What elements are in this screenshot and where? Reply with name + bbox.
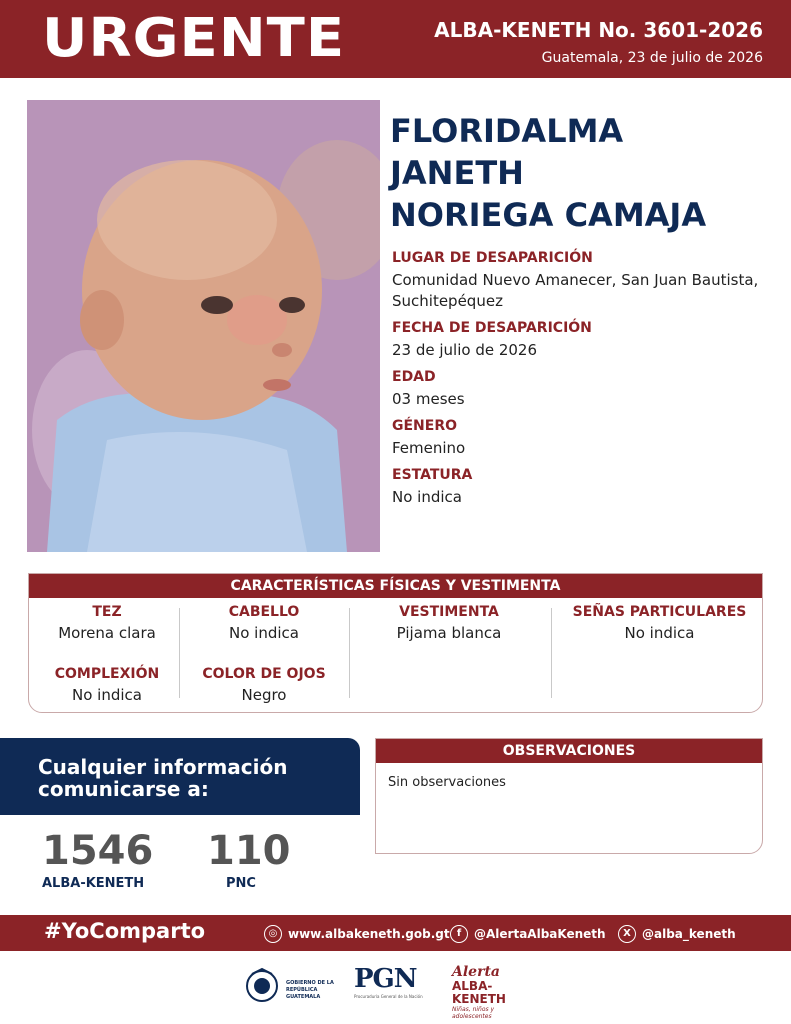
place-label: LUGAR DE DESAPARICIÓN <box>392 250 593 266</box>
website-link[interactable] <box>264 925 450 943</box>
gov-line-2: GUATEMALA <box>286 994 321 1000</box>
alert-number: ALBA-KENETH No. 3601-2026 <box>434 18 763 42</box>
x-text: @alba_keneth <box>642 927 736 941</box>
skin-block <box>29 604 185 642</box>
observations-text: Sin observaciones <box>388 775 506 790</box>
divider <box>349 608 350 698</box>
clothing-block <box>354 604 544 642</box>
place-value: Comunidad Nuevo Amanecer, San Juan Bautista, Suchitepéquez <box>392 271 759 310</box>
marks-value: No indica <box>624 624 695 642</box>
clothing-label: VESTIMENTA <box>399 604 499 620</box>
footer-bar <box>0 915 791 951</box>
globe-icon: ◎ <box>264 925 282 943</box>
urgent-title: URGENTE <box>42 7 346 70</box>
phone-alba-keneth-label: ALBA-KENETH <box>42 876 145 891</box>
phone-pnc-label: PNC <box>226 876 256 891</box>
eyes-label: COLOR DE OJOS <box>202 666 326 682</box>
contact-line-1: Cualquier información <box>38 755 288 779</box>
facebook-icon: f <box>450 925 468 943</box>
divider <box>551 608 552 698</box>
divider <box>179 608 180 698</box>
gender-label: GÉNERO <box>392 418 458 434</box>
gender-value: Femenino <box>392 439 466 457</box>
x-icon: X <box>618 925 636 943</box>
ak-line-1: Alerta <box>452 964 501 980</box>
characteristics-title: CARACTERÍSTICAS FÍSICAS Y VESTIMENTA <box>29 574 762 598</box>
date-value: 23 de julio de 2026 <box>392 341 538 359</box>
pgn-sub: Procuraduría General de la Nación <box>354 994 423 999</box>
height-label: ESTATURA <box>392 467 473 483</box>
header-bar <box>0 0 791 78</box>
alerta-alba-keneth-logo <box>452 964 532 1020</box>
guatemala-seal-icon <box>244 966 280 1006</box>
logos-row <box>0 962 791 1020</box>
observations-title: OBSERVACIONES <box>376 739 762 763</box>
observations-box <box>375 738 763 854</box>
hair-value: No indica <box>229 624 299 642</box>
name-line-3: NORIEGA CAMAJA <box>390 196 707 234</box>
hair-block <box>189 604 339 642</box>
height-value: No indica <box>392 488 462 506</box>
hashtag[interactable]: #YoComparto <box>44 919 206 943</box>
contact-banner <box>0 738 360 815</box>
name-line-2: JANETH <box>390 154 524 192</box>
marks-label: SEÑAS PARTICULARES <box>572 604 747 620</box>
eyes-value: Negro <box>241 686 287 704</box>
phone-alba-keneth[interactable]: 1546 <box>42 828 154 874</box>
website-text: www.albakeneth.gob.gt <box>288 927 450 941</box>
build-label: COMPLEXIÓN <box>54 666 160 682</box>
facebook-link[interactable] <box>450 925 606 943</box>
age-label: EDAD <box>392 369 436 385</box>
pgn-text: PGN <box>354 964 417 994</box>
marks-block <box>557 604 762 642</box>
hair-label: CABELLO <box>228 604 300 620</box>
missing-person-photo <box>27 100 380 552</box>
guatemala-government-logo <box>244 966 348 1006</box>
missing-person-name <box>390 110 785 236</box>
place-date: Guatemala, 23 de julio de 2026 <box>541 50 763 66</box>
skin-value: Morena clara <box>58 624 156 642</box>
phone-pnc[interactable]: 110 <box>207 828 291 874</box>
age-value: 03 meses <box>392 390 465 408</box>
details-section <box>392 250 787 508</box>
clothing-value: Pijama blanca <box>396 624 502 642</box>
name-line-1: FLORIDALMA <box>390 112 624 150</box>
pgn-logo <box>354 964 434 1008</box>
build-block <box>29 666 185 704</box>
characteristics-box <box>28 573 763 713</box>
contact-line-2: comunicarse a: <box>38 777 209 801</box>
ak-line-2: ALBA-KENETH <box>452 979 506 1006</box>
ak-line-3: Niñas, niños y adolescentes <box>452 1006 495 1020</box>
facebook-text: @AlertaAlbaKeneth <box>474 927 606 941</box>
x-link[interactable] <box>618 925 736 943</box>
build-value: No indica <box>72 686 142 704</box>
eyes-block <box>189 666 339 704</box>
date-label: FECHA DE DESAPARICIÓN <box>392 320 592 336</box>
skin-label: TEZ <box>92 604 122 620</box>
gov-line-1: GOBIERNO DE LA REPÚBLICA <box>286 980 334 993</box>
